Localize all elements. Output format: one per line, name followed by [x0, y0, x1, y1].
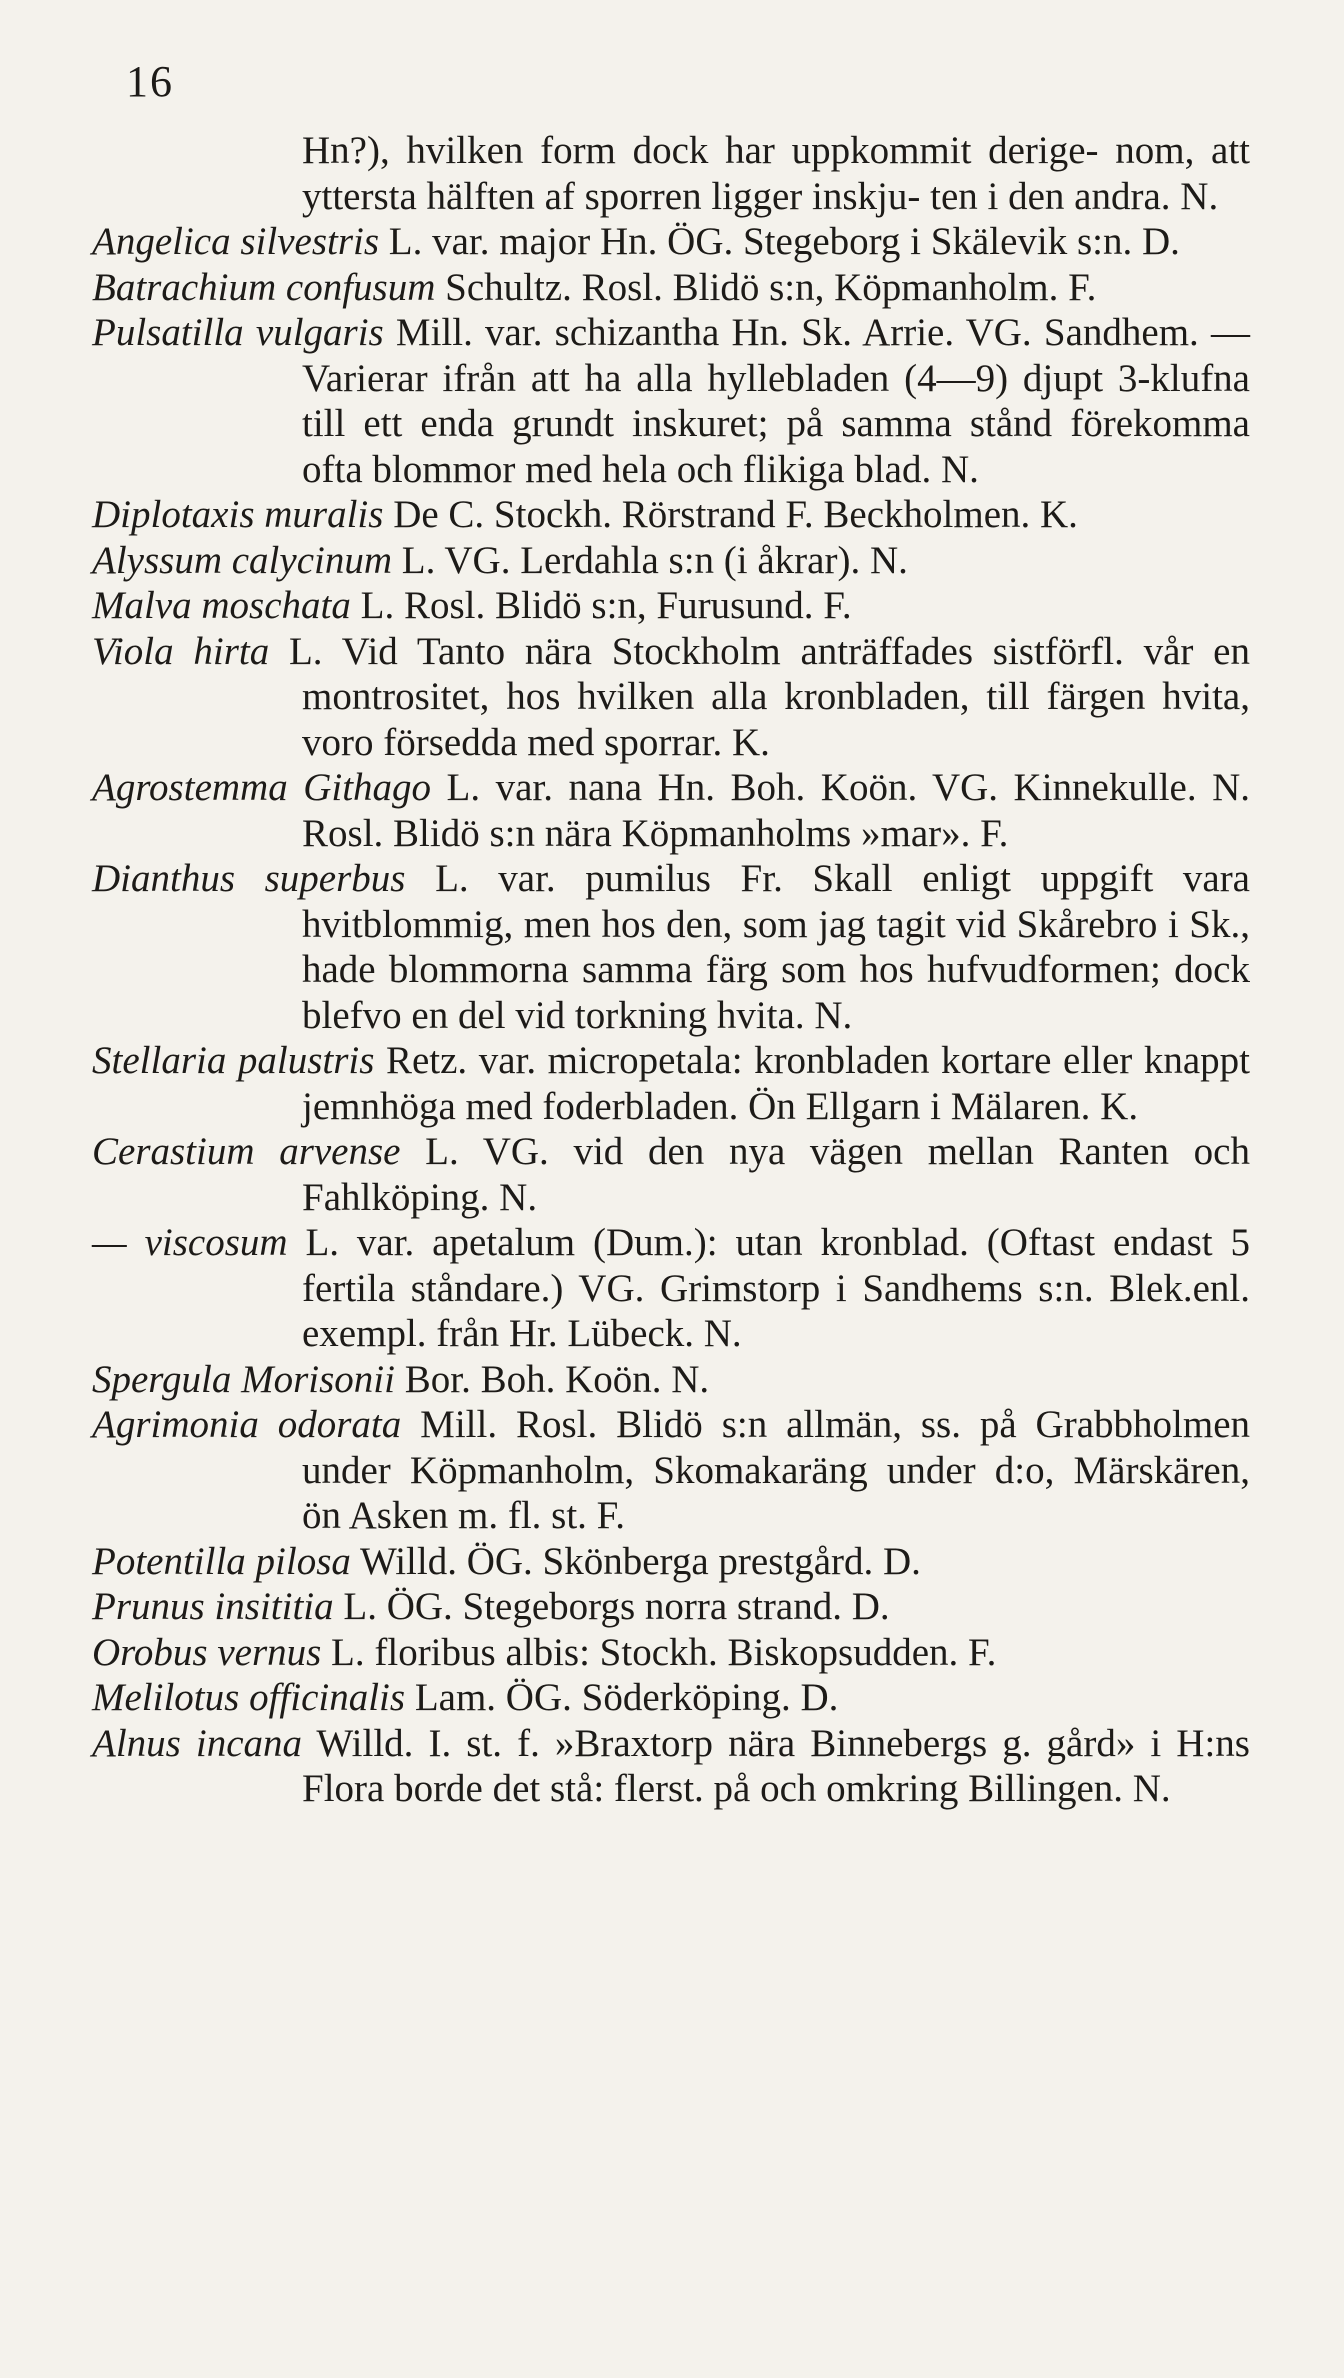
species-entry — [92, 1402, 1250, 1539]
species-text: De C. Stockh. Rörstrand F. Beckholmen. K. — [383, 493, 1078, 536]
species-text: L. VG. vid den nya vägen mellan Ranten och Fahlköping. N. — [302, 1130, 1250, 1219]
page-number: 16 — [126, 57, 174, 106]
species-name: Angelica silvestris — [92, 220, 380, 263]
species-entry — [92, 492, 1250, 538]
species-entry — [92, 538, 1250, 584]
species-entry — [92, 1630, 1250, 1676]
species-text: Willd. ÖG. Skönberga prestgård. D. — [350, 1539, 921, 1583]
species-text: Schultz. Rosl. Blidö s:n, Köpmanholm. F. — [435, 265, 1097, 309]
species-name: Pulsatilla vulgaris — [92, 311, 384, 354]
species-entry — [92, 1721, 1250, 1812]
species-entry — [92, 1675, 1250, 1721]
text-column — [92, 128, 1250, 1812]
species-name: Spergula Morisonii — [92, 1357, 395, 1401]
line: nom, att yttersta hälften af sporren ligger inskju- — [302, 129, 1250, 218]
species-name: Cerastium arvense — [92, 1130, 401, 1173]
species-entry — [92, 1539, 1250, 1585]
species-name: Batrachium confusum — [92, 265, 436, 309]
species-text: L. ÖG. Stegeborgs norra strand. D. — [333, 1585, 890, 1628]
species-entry — [92, 1220, 1250, 1357]
species-name: Stellaria palustris — [92, 1039, 375, 1082]
species-text: Retz. var. micropetala: kronbladen kortare eller knappt jemnhöga med foderbladen. Ön Ellgarn i Mälaren. K. — [302, 1039, 1250, 1128]
species-name: Potentilla pilosa — [92, 1539, 351, 1583]
species-name: Viola hirta — [92, 629, 270, 673]
species-name: Alyssum calycinum — [92, 538, 393, 582]
species-text: L. var. apetalum (Dum.): utan kronblad. (Oftast endast 5 fertila ståndare.) VG. Grimstorp i Sandhems s:n. Blek.enl. exempl. från Hr. Lübeck. N. — [287, 1221, 1250, 1355]
species-name: Melilotus officinalis — [92, 1676, 406, 1719]
species-name: — viscosum — [92, 1221, 288, 1264]
species-text: L. var. pumilus Fr. Skall enligt uppgift vara hvitblommig, men hos den, som jag tagit vid Skårebro i Sk., hade blommorna samma färg som hos hufvudformen; dock blefvo en del vid torkning hvita. N. — [302, 857, 1250, 1037]
species-text: L. Vid Tanto nära Stockholm anträffades sistförfl. vår en montrositet, hos hvilken alla kronbladen, till färgen hvita, voro försedda med sporrar. K. — [269, 629, 1250, 764]
species-entry — [92, 1584, 1250, 1630]
species-entry — [92, 310, 1250, 492]
line: Hn?), hvilken form dock har uppkommit derige- — [302, 129, 1099, 172]
species-entry — [92, 1357, 1250, 1403]
species-entry — [92, 856, 1250, 1038]
species-text: L. var. major Hn. ÖG. Stegeborg i Skälevik s:n. D. — [379, 220, 1180, 263]
species-name: Malva moschata — [92, 584, 351, 627]
species-text: Mill. Rosl. Blidö s:n allmän, ss. på Grabbholmen under Köpmanholm, Skomakaräng under d:o, Märskären, ön Asken m. fl. st. F. — [302, 1403, 1251, 1537]
species-name: Diplotaxis muralis — [92, 493, 384, 536]
species-name: Agrostemma Githago — [92, 766, 432, 809]
species-text: Willd. I. st. f. »Braxtorp nära Binnebergs g. gård» i H:ns Flora borde det stå: flerst. på och omkring Billingen. N. — [302, 1721, 1250, 1810]
continuation-paragraph — [92, 128, 1250, 219]
species-name: Orobus vernus — [92, 1630, 322, 1674]
species-name: Prunus insititia — [92, 1585, 334, 1628]
species-name: Dianthus superbus — [92, 857, 406, 900]
species-entry — [92, 765, 1250, 856]
species-entry — [92, 583, 1250, 629]
species-text: Bor. Boh. Koön. N. — [394, 1357, 710, 1401]
species-text: L. floribus albis: Stockh. Biskopsudden. F. — [321, 1630, 997, 1674]
species-text: Lam. ÖG. Söderköping. D. — [405, 1676, 839, 1719]
species-entry — [92, 1038, 1250, 1129]
species-entry — [92, 629, 1250, 766]
species-text: L. var. nana Hn. Boh. Koön. VG. Kinnekulle. N. Rosl. Blidö s:n nära Köpmanholms »mar». F. — [302, 766, 1251, 855]
species-name: Alnus incana — [92, 1721, 303, 1765]
species-text: L. VG. Lerdahla s:n (i åkrar). N. — [392, 538, 908, 582]
species-entry — [92, 265, 1250, 311]
species-entry — [92, 1129, 1250, 1220]
species-entry — [92, 219, 1250, 265]
species-text: Mill. var. schizantha Hn. Sk. Arrie. VG. Sandhem. — Varierar ifrån att ha alla hyllebladen (4—9) djupt 3-klufna till ett enda grundt inskuret; på samma stånd förekomma ofta blommor med hela och flikiga blad. N. — [302, 311, 1250, 491]
line: ten i den andra. N. — [930, 174, 1219, 218]
species-name: Agrimonia odorata — [92, 1403, 402, 1446]
species-text: L. Rosl. Blidö s:n, Furusund. F. — [350, 584, 852, 627]
